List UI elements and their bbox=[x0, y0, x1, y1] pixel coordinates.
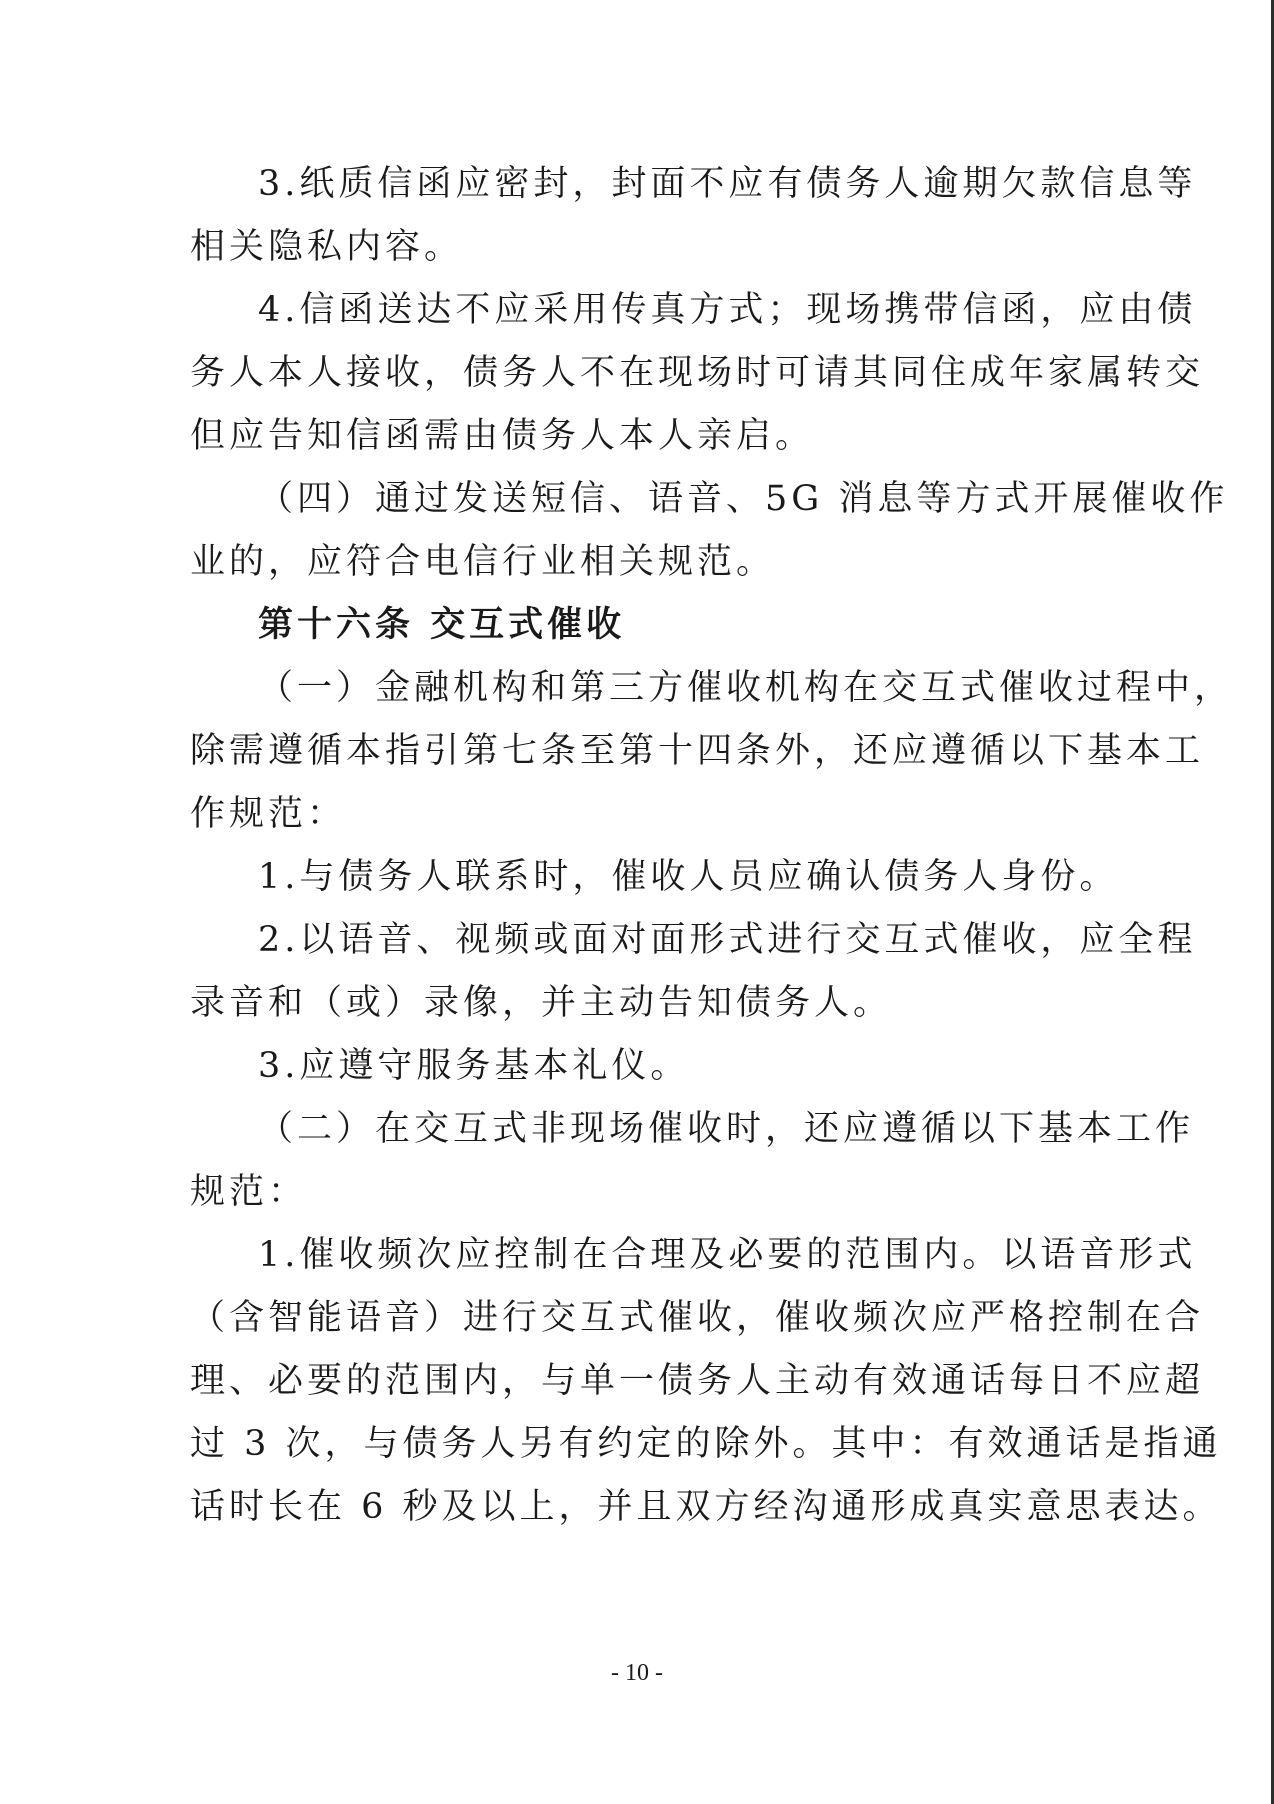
paragraph-line: （一）金融机构和第三方催收机构在交互式催收过程中， bbox=[258, 668, 1234, 708]
paragraph-line: （含智能语音）进行交互式催收，催收频次应严格控制在合 bbox=[190, 1298, 1205, 1338]
paragraph-line: 过 3 次，与债务人另有约定的除外。其中：有效通话是指通 bbox=[190, 1424, 1222, 1464]
paragraph-line: 1.与债务人联系时，催收人员应确认债务人身份。 bbox=[258, 857, 1119, 897]
paragraph-line: 业的，应符合电信行业相关规范。 bbox=[190, 542, 776, 582]
paragraph-line: 1.催收频次应控制在合理及必要的范围内。以语音形式 bbox=[258, 1235, 1197, 1275]
paragraph-line: 4.信函送达不应采用传真方式；现场携带信函，应由债 bbox=[258, 290, 1197, 330]
paragraph-line: 但应告知信函需由债务人本人亲启。 bbox=[190, 416, 815, 456]
paragraph-line: （二）在交互式非现场催收时，还应遵循以下基本工作 bbox=[258, 1109, 1195, 1149]
paragraph-line: 规范： bbox=[190, 1172, 308, 1212]
article-heading: 第十六条 交互式催收 bbox=[258, 605, 626, 645]
paragraph-line: 作规范： bbox=[190, 794, 347, 834]
paragraph-line: 务人本人接收，债务人不在现场时可请其同住成年家属转交 bbox=[190, 353, 1205, 393]
paragraph-line: 3.应遵守服务基本礼仪。 bbox=[258, 1046, 690, 1086]
paragraph-line: 2.以语音、视频或面对面形式进行交互式催收，应全程 bbox=[258, 920, 1197, 960]
paragraph-line: 除需遵循本指引第七条至第十四条外，还应遵循以下基本工 bbox=[190, 731, 1205, 771]
paragraph-line: 话时长在 6 秒及以上，并且双方经沟通形成真实意思表达。 bbox=[190, 1487, 1222, 1527]
paragraph-line: 录音和（或）录像，并主动告知债务人。 bbox=[190, 983, 893, 1023]
body-text bbox=[190, 153, 1234, 1539]
paragraph-line: 理、必要的范围内，与单一债务人主动有效通话每日不应超 bbox=[190, 1361, 1205, 1401]
paragraph-line: 3.纸质信函应密封，封面不应有债务人逾期欠款信息等 bbox=[258, 164, 1197, 204]
paragraph-line: （四）通过发送短信、语音、5G 消息等方式开展催收作 bbox=[258, 479, 1229, 519]
page-number: - 10 - bbox=[611, 1660, 663, 1686]
paragraph-line: 相关隐私内容。 bbox=[190, 227, 464, 267]
